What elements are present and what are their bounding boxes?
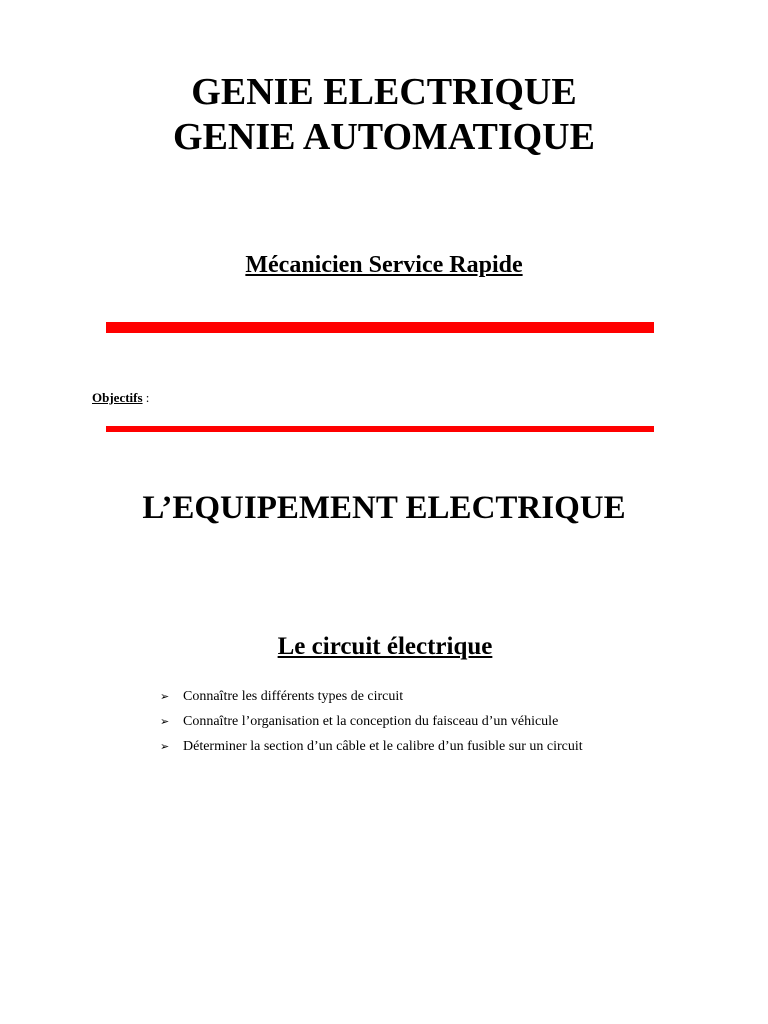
title-line-genie-electrique: GENIE ELECTRIQUE (191, 71, 577, 113)
main-heading: L’EQUIPEMENT ELECTRIQUE (142, 490, 626, 526)
red-divider-top (106, 322, 654, 333)
list-item-text: Déterminer la section d’un câble et le calibre d’un fusible sur un circuit (183, 738, 583, 754)
section-heading: Le circuit électrique (277, 633, 493, 660)
objectives-list (160, 684, 583, 759)
arrowhead-right-icon: ➢ (160, 739, 170, 753)
list-item (160, 734, 583, 759)
list-item-text: Connaître l’organisation et la conception du faisceau d’un véhicule (183, 713, 559, 729)
objectives-separator: : (142, 390, 150, 405)
arrowhead-right-icon: ➢ (160, 689, 170, 703)
objectives-label: Objectifs (92, 390, 143, 405)
list-item (160, 709, 583, 734)
document-subtitle: Mécanicien Service Rapide (245, 252, 523, 278)
red-divider-bottom (106, 426, 654, 432)
list-item-text: Connaître les différents types de circuit (183, 688, 404, 704)
title-line-genie-automatique: GENIE AUTOMATIQUE (173, 116, 595, 158)
objectives-line (92, 390, 149, 406)
list-item (160, 684, 583, 709)
arrowhead-right-icon: ➢ (160, 714, 170, 728)
